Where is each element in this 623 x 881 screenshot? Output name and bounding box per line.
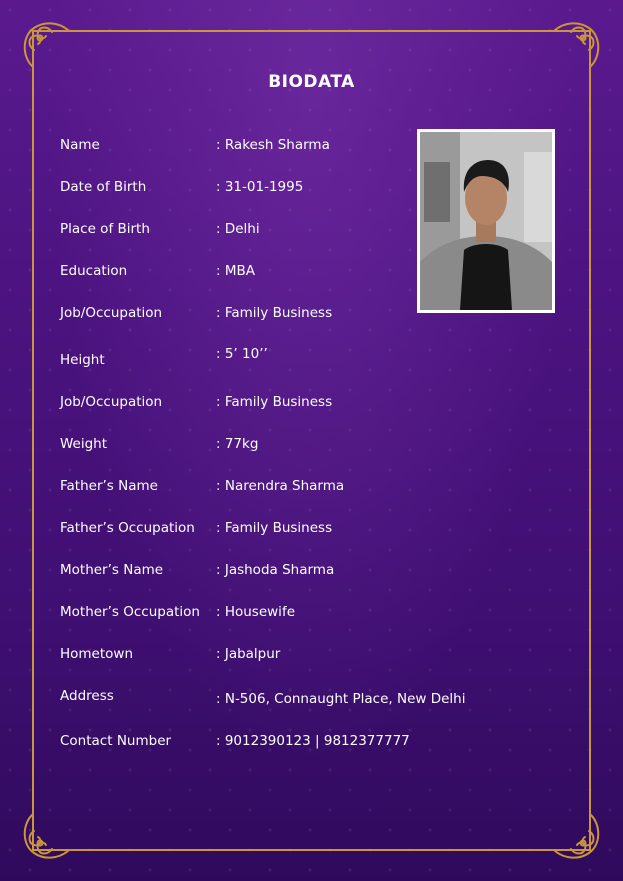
profile-photo: [417, 129, 555, 313]
field-value: : Housewife: [216, 604, 295, 620]
field-label: Weight: [60, 436, 108, 452]
field-label: Job/Occupation: [60, 305, 163, 321]
field-value: : MBA: [216, 263, 255, 279]
field-label: Height: [60, 352, 105, 368]
field-value: : Narendra Sharma: [216, 478, 345, 494]
field-label: Place of Birth: [60, 221, 150, 237]
corner-ornament-icon: [18, 16, 70, 68]
field-value: : 31-01-1995: [216, 179, 304, 195]
field-value: : Delhi: [216, 221, 260, 237]
field-value: : Family Business: [216, 520, 333, 536]
field-label: Contact Number: [60, 733, 172, 749]
field-value: : Family Business: [216, 305, 333, 321]
corner-ornament-icon: [553, 813, 605, 865]
field-value: : Family Business: [216, 394, 333, 410]
field-label: Name: [60, 137, 100, 153]
field-value: : Jabalpur: [216, 646, 281, 662]
field-label: Address: [60, 688, 114, 704]
field-label: Mother’s Name: [60, 562, 164, 578]
field-value: : Rakesh Sharma: [216, 137, 330, 153]
field-value: : 77kg: [216, 436, 259, 452]
corner-ornament-icon: [553, 16, 605, 68]
field-value: : 9012390123 | 9812377777: [216, 733, 410, 749]
field-label: Job/Occupation: [60, 394, 163, 410]
field-value: : Jashoda Sharma: [216, 562, 335, 578]
field-label: Education: [60, 263, 128, 279]
field-label: Father’s Occupation: [60, 520, 195, 536]
field-label: Father’s Name: [60, 478, 158, 494]
field-label: Hometown: [60, 646, 134, 662]
corner-ornament-icon: [18, 813, 70, 865]
field-label: Mother’s Occupation: [60, 604, 200, 620]
field-label: Date of Birth: [60, 179, 147, 195]
field-value: : 5’ 10’’: [216, 346, 268, 362]
field-value: : N-506, Connaught Place, New Delhi: [216, 691, 466, 707]
portrait-photo-icon: [420, 132, 552, 310]
page-title: BIODATA: [268, 72, 355, 92]
